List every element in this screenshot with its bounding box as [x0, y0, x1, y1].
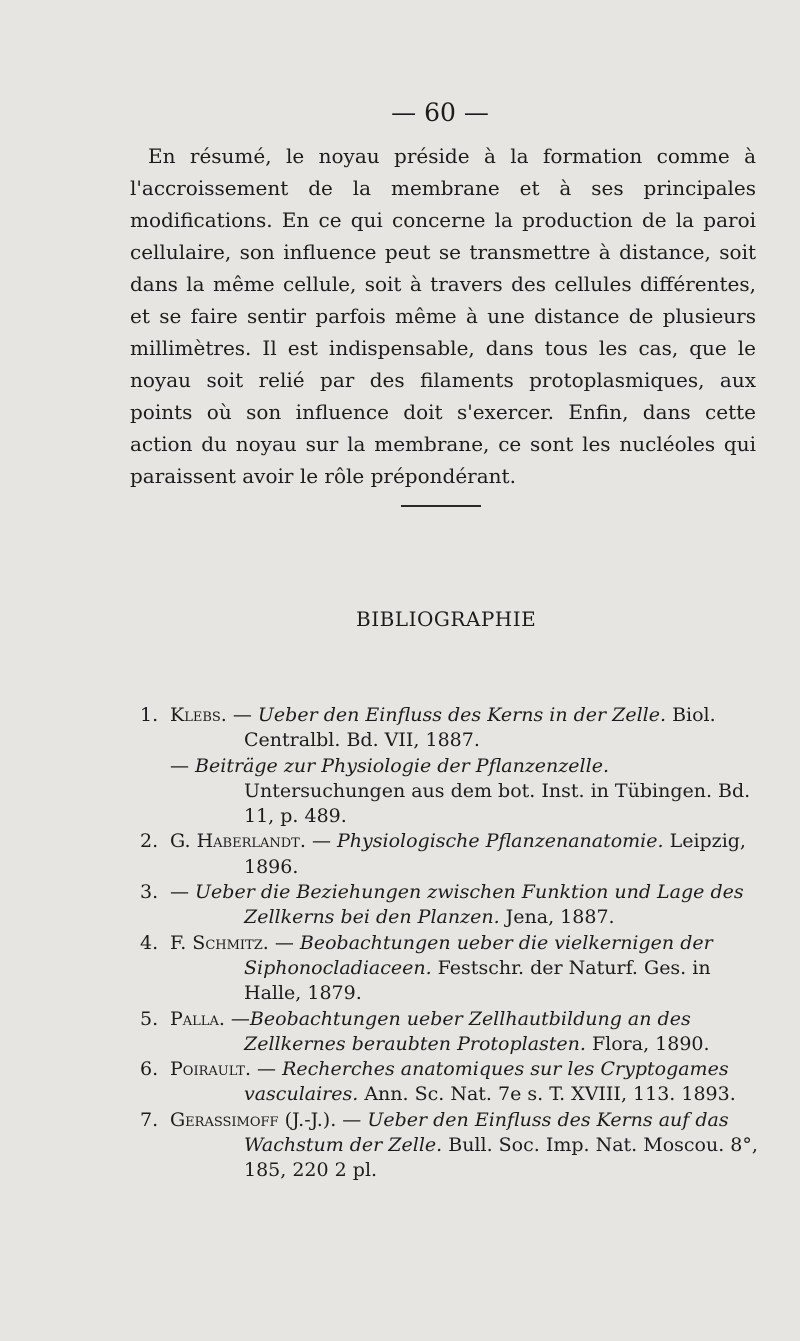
entry-title: Ueber die Beziehungen zwischen Funktion und Lage des Zellkerns bei den Planzen.: [195, 881, 744, 929]
entry-author: Palla.: [170, 1007, 225, 1030]
bibliography-entry: 6. Poirault. — Recherches anatomiques sur les Cryptogames vasculaires. Ann. Sc. Nat. 7e s. T. XVIII, 113. 1893.: [140, 1058, 736, 1106]
entry-number: 6.: [140, 1058, 159, 1081]
bibliography-heading: BIBLIOGRAPHIE: [356, 607, 537, 631]
entry-author: —: [170, 881, 189, 904]
entry-author: F. Schmitz.: [170, 931, 269, 954]
bibliography-list: [130, 703, 765, 1184]
bibliography-entry: [130, 754, 765, 830]
entry-title: Ueber den Einfluss des Kerns auf das Wachstum der Zelle.: [244, 1108, 729, 1157]
section-divider: [401, 505, 481, 507]
entry-source: Leipzig, 1896.: [244, 830, 746, 878]
entry-source: Untersuchungen aus dem bot. Inst. in Tübingen. Bd. 11, p. 489.: [244, 779, 751, 828]
entry-number: 3.: [140, 881, 159, 904]
entry-number: 1.: [140, 704, 159, 726]
entry-source: Biol. Centralbl. Bd. VII, 1887.: [244, 704, 716, 752]
entry-title: Ueber den Einfluss des Kerns in der Zelle.: [257, 704, 667, 726]
entry-author: Poirault.: [170, 1058, 251, 1081]
entry-source: Ann. Sc. Nat. 7e s. T. XVIII, 113. 1893.: [358, 1083, 736, 1106]
entry-number: 5.: [140, 1007, 159, 1030]
bibliography-entry: 7. Gerassimoff (J.-J.). — Ueber den Einfluss des Kerns auf das Wachstum der Zelle. Bull. Soc. Imp. Nat. Moscou. 8°, 185, 220 2 pl.: [140, 1108, 758, 1182]
bibliography-entry: 2. G. Haberlandt. — Physiologische Pflanzenanatomie. Leipzig, 1896.: [140, 830, 746, 878]
entry-title: Beiträge zur Physiologie der Pflanzenzelle.: [195, 754, 609, 777]
entry-author: —: [170, 754, 189, 777]
entry-author: Gerassimoff (J.-J.).: [170, 1108, 337, 1131]
entry-number: 2.: [140, 830, 159, 853]
entry-source: Flora, 1890.: [585, 1032, 710, 1055]
entry-author: Klebs.: [170, 704, 227, 726]
entry-title: Physiologische Pflanzenanatomie.: [337, 830, 664, 853]
entry-source: Jena, 1887.: [499, 906, 615, 929]
bibliography-entry: [130, 880, 765, 931]
entry-title: Recherches anatomiques sur les Cryptogames vasculaires.: [244, 1058, 729, 1106]
page-number: — 60 —: [391, 98, 489, 127]
bibliography-entry: 1. Klebs. — Ueber den Einfluss des Kerns in der Zelle. Biol. Centralbl. Bd. VII, 1887.: [140, 704, 716, 752]
entry-title: Beobachtungen ueber die vielkernigen der Siphonocladiaceen.: [244, 931, 713, 979]
entry-number: 4.: [140, 931, 159, 954]
entry-title: Beobachtungen ueber Zellhautbildung an des Zellkernes beraubten Protoplasten.: [244, 1007, 691, 1055]
bibliography-entry: 5. Palla. —Beobachtungen ueber Zellhautbildung an des Zellkernes beraubten Protoplasten. Flora, 1890.: [140, 1007, 710, 1055]
body-paragraph: En résumé, le noyau préside à la formation comme à l'accroissement de la membrane et à ses principales modifications. En ce qui concerne la production de la paroi cellulaire, son influence peut se transmettre à distance, soit dans la même cellule, soit à travers des cellules différentes, et se faire sentir parfois même à une distance de plusieurs millimètres. Il est indispensable, dans tous les cas, que le noyau soit relié par des filaments protoplasmiques, aux points où son influence doit s'exercer. Enfin, dans cette action du noyau sur la membrane, ce sont les nucléoles qui paraissent avoir le rôle prépondérant.: [130, 144, 756, 488]
entry-source: Bull. Soc. Imp. Nat. Moscou. 8°, 185, 220 2 pl.: [244, 1134, 758, 1182]
entry-author: G. Haberlandt.: [170, 830, 306, 853]
entry-number: 7.: [140, 1108, 159, 1131]
bibliography-entry: 4. F. Schmitz. — Beobachtungen ueber die vielkernigen der Siphonocladiaceen. Festschr. der Naturf. Ges. in Halle, 1879.: [140, 931, 713, 1005]
entry-source: Festschr. der Naturf. Ges. in Halle, 1879.: [244, 956, 711, 1005]
